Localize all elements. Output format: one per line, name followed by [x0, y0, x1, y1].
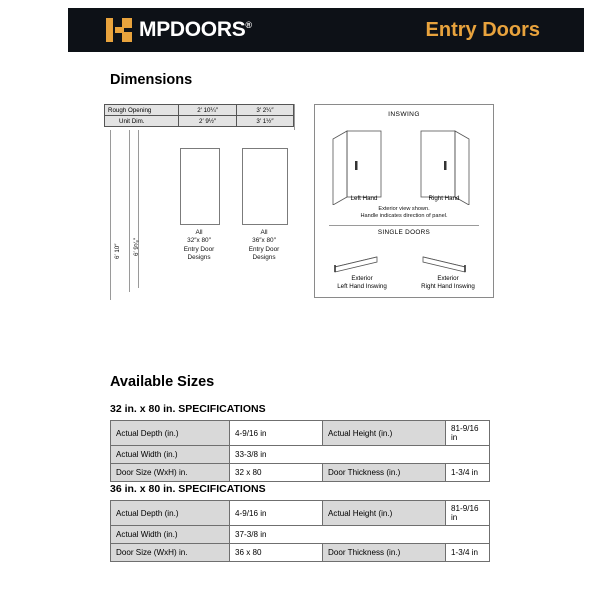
spec-32-r1-value: 33-3/8 in: [230, 446, 490, 464]
spec-36-r1-key: Actual Width (in.): [111, 526, 230, 544]
unit-dim-label: Unit Dim.: [105, 116, 179, 127]
exterior-right-line2: Right Hand Inswing: [421, 282, 475, 290]
guide-line: [138, 130, 139, 288]
dimensions-drawing: [104, 104, 304, 300]
door-32-caption-line1: All: [195, 229, 203, 236]
rough-opening-label: Rough Opening: [105, 105, 179, 116]
spec-32-r2-key: Door Size (WxH) in.: [111, 464, 230, 482]
vertical-dimension-6-10: 6′ 10″: [114, 243, 121, 259]
handle-direction-note-line2: Handle indicates direction of panel.: [360, 213, 448, 219]
vertical-dimension-6-9-5-8: 6′ 9⁵⁄₈″: [133, 237, 140, 256]
table-row: [111, 464, 490, 482]
section-divider: [329, 225, 479, 226]
spec-32-title: 32 in. x 80 in. SPECIFICATIONS: [110, 403, 266, 415]
brand-wordmark-mp: MP: [139, 18, 170, 41]
door-36-caption: [231, 229, 297, 263]
spec-36-r2-key2: Door Thickness (in.): [323, 544, 446, 562]
spec-32-r0-key: Actual Depth (in.): [111, 421, 230, 446]
single-doors-title: SINGLE DOORS: [377, 229, 431, 236]
exterior-right-hand-inswing-label: [407, 275, 489, 290]
dimensions-heading: Dimensions: [110, 72, 193, 88]
rough-opening-value-32: 2′ 10¼″: [179, 105, 237, 116]
spec-36-r2-value: 36 x 80: [230, 544, 323, 562]
door-36-caption-line1: All: [260, 229, 268, 236]
door-32-caption-line4: Designs: [187, 254, 211, 262]
table-row: [111, 544, 490, 562]
rough-opening-value-36: 3′ 2¼″: [236, 105, 293, 116]
door-36-caption-line3: Entry Door: [248, 245, 280, 253]
exterior-left-line1: Exterior: [351, 275, 373, 282]
spec-36-r2-value2: 1-3/4 in: [446, 544, 490, 562]
door-36-caption-line2: 36″x 80″: [252, 237, 276, 245]
rough-opening-table: [104, 104, 294, 127]
mp-doors-logo-icon: [106, 18, 132, 42]
door-36-caption-line4: Designs: [252, 254, 276, 262]
spec-36-r0-key2: Actual Height (in.): [323, 501, 446, 526]
spec-32-r2-value2: 1-3/4 in: [446, 464, 490, 482]
exterior-view-note-line1: Exterior view shown.: [378, 206, 430, 212]
table-row: [111, 421, 490, 446]
spec-32-r2-value: 32 x 80: [230, 464, 323, 482]
exterior-left-line2: Left Hand Inswing: [337, 282, 387, 290]
exterior-right-line1: Exterior: [437, 275, 459, 282]
door-32-caption: [166, 229, 232, 263]
spec-36-r0-key: Actual Depth (in.): [111, 501, 230, 526]
table-row: [111, 526, 490, 544]
table-row: [111, 501, 490, 526]
door-32-caption-line3: Entry Door: [183, 245, 215, 253]
brand-wordmark: [139, 18, 252, 42]
brand-wordmark-doors: DOORS: [169, 18, 246, 41]
unit-dim-value-36: 3′ 1½″: [236, 116, 293, 127]
right-hand-label: Right Hand: [428, 195, 460, 202]
unit-dim-value-32: 2′ 9½″: [179, 116, 237, 127]
spec-36-r1-value: 37-3/8 in: [230, 526, 490, 544]
guide-line: [110, 130, 111, 300]
inswing-door-illustration: [315, 123, 493, 205]
spec-32-r0-value: 4-9/16 in: [230, 421, 323, 446]
left-hand-label: Left Hand: [350, 195, 378, 202]
spec-32-r0-value2: 81-9/16 in: [446, 421, 490, 446]
door-32-caption-line2: 32″x 80″: [187, 237, 211, 245]
spec-36-r0-value2: 81-9/16 in: [446, 501, 490, 526]
guide-line: [294, 104, 295, 130]
door-32-outline: [180, 148, 220, 225]
table-row: [105, 105, 294, 116]
available-sizes-heading: Available Sizes: [110, 374, 215, 390]
door-36-outline: [242, 148, 288, 225]
table-row: [105, 116, 294, 127]
page-header: [68, 8, 584, 52]
page-title: Entry Doors: [425, 18, 540, 41]
spec-32-table: [110, 420, 490, 482]
spec-32-r0-key2: Actual Height (in.): [323, 421, 446, 446]
spec-36-r0-value: 4-9/16 in: [230, 501, 323, 526]
spec-36-table: [110, 500, 490, 562]
registered-trademark-icon: ®: [245, 20, 252, 30]
single-door-plan-illustration: [315, 239, 493, 279]
spec-36-r2-key: Door Size (WxH) in.: [111, 544, 230, 562]
spec-32-r2-key2: Door Thickness (in.): [323, 464, 446, 482]
brand-logo: [106, 18, 252, 42]
exterior-left-hand-inswing-label: [323, 275, 401, 290]
spec-32-r1-key: Actual Width (in.): [111, 446, 230, 464]
table-row: [111, 446, 490, 464]
swing-diagram: [314, 104, 494, 298]
inswing-title: INSWING: [388, 111, 420, 118]
spec-36-title: 36 in. x 80 in. SPECIFICATIONS: [110, 483, 266, 495]
guide-line: [129, 130, 130, 292]
